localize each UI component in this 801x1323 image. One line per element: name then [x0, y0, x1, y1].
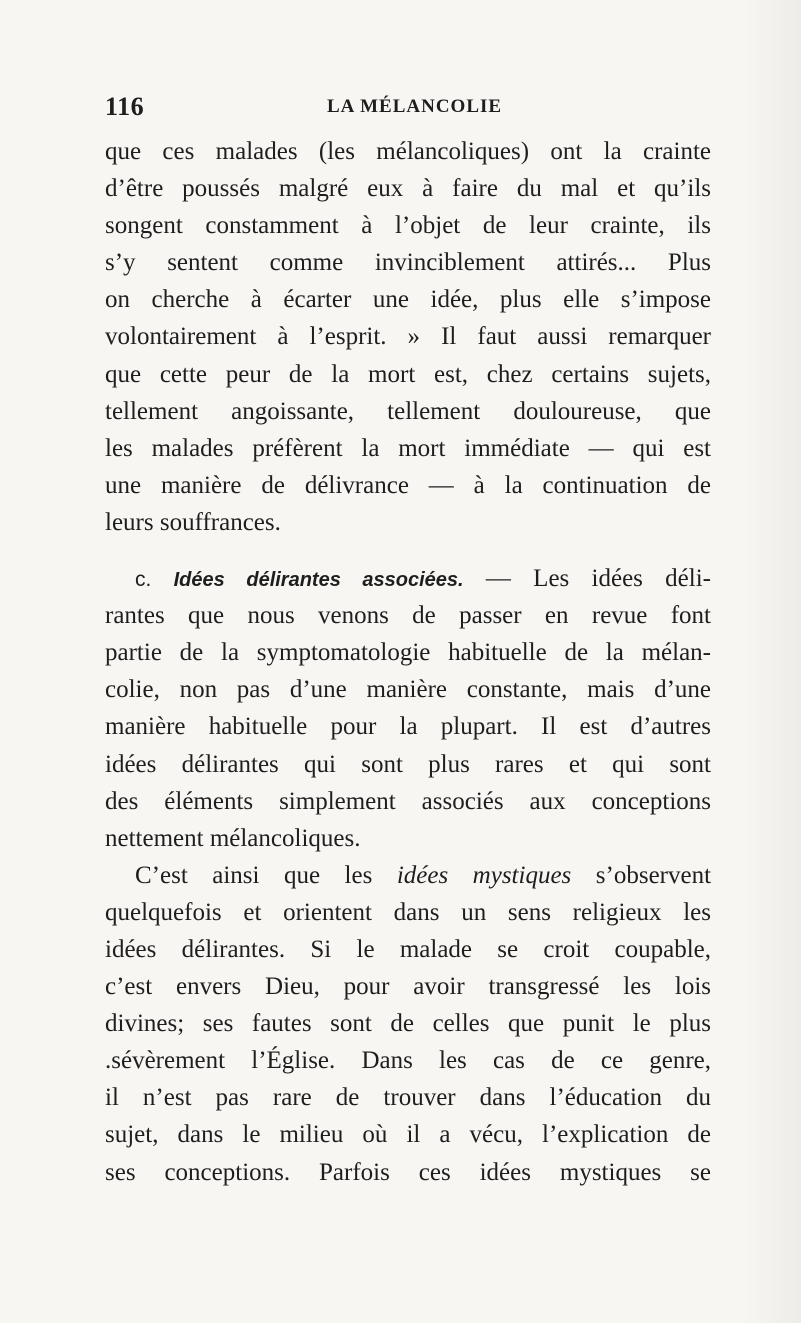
text-line: une manière de délivrance — à la continuation de	[105, 471, 711, 499]
text-line: ses conceptions. Parfois ces idées mystiques se	[105, 1158, 711, 1186]
page-edge-shadow	[741, 0, 801, 1323]
text-line: .sévèrement l’Église. Dans les cas de ce genre,	[105, 1047, 711, 1075]
text-line: tellement angoissante, tellement douloureuse, que	[105, 397, 711, 425]
section-heading-line	[105, 560, 711, 597]
text-line: songent constamment à l’objet de leur crainte, ils	[105, 212, 711, 240]
page-number: 116	[105, 92, 145, 121]
text-line: divines; ses fautes sont de celles que punit le plus	[105, 1010, 711, 1038]
section-heading: Idées délirantes associées.	[173, 569, 464, 592]
text-line: c’est envers Dieu, pour avoir transgressé les lois	[105, 973, 711, 1001]
text-line: les malades préfèrent la mort immédiate — qui est	[105, 434, 711, 462]
text-line: des éléments simplement associés aux conceptions	[105, 787, 711, 815]
text-line: volontairement à l’esprit. » Il faut aussi remarquer	[105, 323, 711, 351]
running-head	[105, 92, 711, 122]
text-line: quelquefois et orientent dans un sens religieux les	[105, 898, 711, 926]
running-title: LA MÉLANCOLIE	[327, 96, 503, 117]
text-line: que cette peur de la mort est, chez certains sujets,	[105, 360, 711, 388]
emphasis-idees-mystiques: idées mystiques	[396, 861, 572, 889]
text-line: d’être poussés malgré eux à faire du mal et qu’ils	[105, 175, 711, 203]
text-line: colie, non pas d’une manière constante, mais d’une	[105, 676, 711, 704]
text-line: idées délirantes qui sont plus rares et qui sont	[105, 750, 711, 778]
text-line: nettement mélancoliques.	[105, 824, 361, 852]
body-text	[105, 133, 711, 1191]
text-line: leurs souffrances.	[105, 508, 281, 536]
section-letter: c.	[135, 568, 152, 592]
text-line: que ces malades (les mélancoliques) ont la crainte	[105, 138, 711, 165]
text-span: C’est ainsi que les	[135, 861, 373, 889]
text-line: partie de la symptomatologie habituelle de la mélan-	[105, 639, 711, 667]
text-line: il n’est pas rare de trouver dans l’éducation du	[105, 1084, 711, 1112]
paragraph-first-line	[105, 857, 711, 894]
text-line: sujet, dans le milieu où il a vécu, l’explication de	[105, 1121, 711, 1149]
text-line: on cherche à écarter une idée, plus elle s’impose	[105, 286, 711, 314]
text-line: rantes que nous venons de passer en revue font	[105, 602, 711, 630]
text-line: s’y sentent comme invinciblement attirés... Plus	[105, 249, 711, 277]
text-line: idées délirantes. Si le malade se croit coupable,	[105, 935, 711, 963]
section-heading-rest: — Les idées déli-	[485, 565, 711, 593]
text-line: manière habituelle pour la plupart. Il est d’autres	[105, 713, 711, 741]
text-span: s’observent	[595, 861, 712, 889]
